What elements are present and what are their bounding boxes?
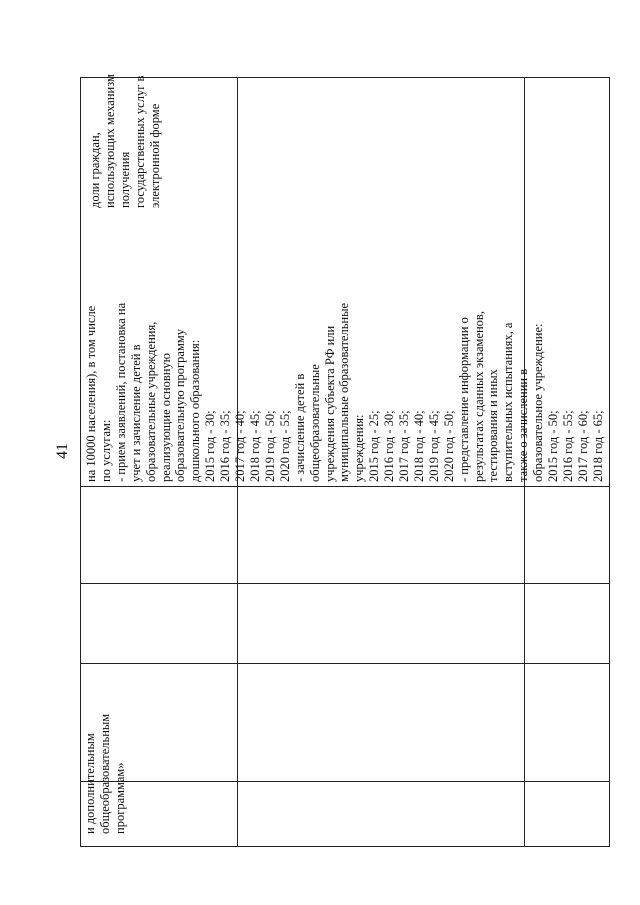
indicator-line: учреждения: (352, 414, 367, 482)
result-line: государственных услуг в (132, 75, 147, 208)
indicator-line: 2017 год - 60; (575, 410, 590, 482)
result-line: получения (117, 151, 132, 208)
result-line: электронной форме (147, 103, 162, 208)
indicator-line: 2016 год - 30; (382, 410, 397, 482)
indicator-line: тестирования и иных (486, 369, 501, 482)
indicator-line: учет и зачисление детей в (128, 344, 143, 482)
program-cell (83, 714, 128, 834)
indicator-line: также о зачислении в (516, 368, 531, 482)
indicator-line: 2017 год - 35; (397, 410, 412, 482)
indicator-line: реализующие основную (158, 352, 173, 482)
indicator-line: - прием заявлений, постановка на (113, 302, 128, 482)
indicator-line: образовательные учреждения, (143, 321, 158, 482)
indicator-line: 2015 год - 30; (203, 410, 218, 482)
indicator-line: вступительных испытаниях, а (501, 322, 516, 482)
indicator-line: 2016 год - 35; (218, 410, 233, 482)
indicator-line: образовательное учреждение: (531, 323, 546, 482)
indicator-line: 2015 год - 25; (367, 410, 382, 482)
result-line: использующих механизм (102, 74, 117, 208)
table-divider (81, 781, 609, 782)
indicator-line: на 10000 населения), в том числе (84, 305, 98, 482)
table-divider (81, 486, 609, 487)
indicator-line: 2018 год - 45; (247, 410, 262, 482)
indicator-line: результатах сданных экзаменов, (471, 311, 486, 482)
indicator-line: по услугам: (98, 419, 113, 482)
indicator-line: 2020 год - 55; (277, 410, 292, 482)
indicator-line: 2019 год - 45; (426, 410, 441, 482)
indicator-line: 2015 год - 50; (546, 410, 561, 482)
indicator-line: 2020 год - 50; (441, 410, 456, 482)
indicator-line: дошкольного образования: (188, 339, 203, 482)
document-table (80, 74, 610, 847)
indicator-line: - представление информации о (456, 317, 471, 482)
table-divider (81, 583, 609, 584)
indicator-line: муниципальные образовательные (337, 302, 352, 482)
indicator-line: 2017 год - 40; (233, 410, 248, 482)
result-line: доли граждан, (88, 132, 102, 208)
indicator-line: - зачисление детей в (292, 373, 307, 482)
result-cell (88, 74, 163, 208)
program-line: общеобразовательным (97, 713, 112, 834)
program-line: и дополнительным (83, 733, 97, 834)
indicator-line: 2016 год - 55; (561, 410, 575, 482)
indicator-line: образовательную программу (173, 328, 188, 482)
indicator-line: 2018 год - 40; (411, 410, 426, 482)
indicator-line: общеобразовательные (307, 364, 322, 482)
table-divider (81, 663, 609, 664)
page-number: 41 (54, 443, 71, 459)
program-line: программам» (112, 762, 127, 834)
indicator-cell (84, 303, 606, 482)
indicator-line: 2018 год - 65; (590, 410, 605, 482)
indicator-line: 2019 год - 50; (262, 410, 277, 482)
indicator-line: учреждения субъекта РФ или (322, 325, 337, 482)
